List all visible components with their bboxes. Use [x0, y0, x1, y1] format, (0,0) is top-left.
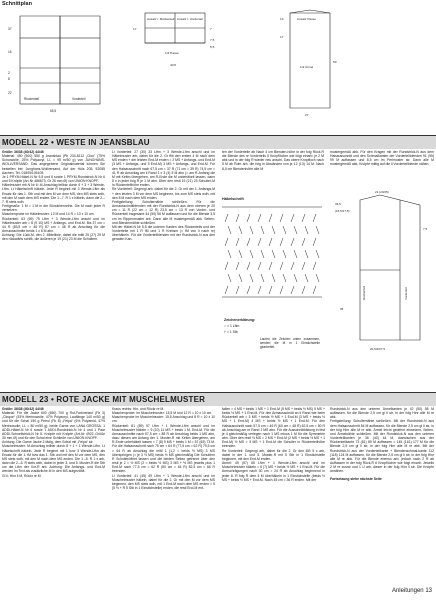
- chart-stitch-mark: [302, 214, 305, 222]
- legend-item-stb: [224, 330, 238, 334]
- chart-stitch-mark: [294, 226, 297, 234]
- right-num-2: 27: [305, 113, 309, 117]
- chart-stitch-mark: [316, 226, 319, 234]
- right-num-3: 17: [280, 35, 284, 39]
- model22-vest-diagram: [335, 190, 435, 355]
- model22-col2-p0: Li Vorderteil: 27 (30) 33 Lftm + 3 Wende-Lftm anschl und im Häkelmuster arb, dabei für die 2. Gr ffiit den ersten 4 M nach dem MS enden + der letzten End-M enden = 2 MS + Anfangs- und End-M (3 MS + Anfangs- und 5 End-M) 3 MS + Anfangs- und End-M. Für den Halsausschnitt nach 67,5 cm = 37 R (71 cm = 39 R) 74,5 cm = 41 R ab Anschlag am li Rand 1 x 3 (4) 5 M abn (= am R-Anfang die M mit Kettm übergehen, am R-Ende die M unbehäkelt lassen, dann 5 x in jeder folg R je 1 M abn. Über den restl 19 (21) 23 Schulter-M in Rückenteilhöhe enden.: [112, 150, 216, 188]
- left-label-rueckenteil: Rückenteil: [24, 97, 39, 101]
- model22-col4: [330, 150, 434, 167]
- model23-col3-p0: fallen = 4 MS + beids 1 MS + 1 End-M (5 MS + beids ½ MS) 5 MS + beids ½ MS + 1 End-M. Für den Armausschnitt an li Rand wie beim Rückenteil arb = 3 MS + beids ½ MS + 1 End-M (3 MS + beids ½ MS + 1 End-M) 4 MS + beids ½ MS + 1 End-M. Für den Halsausschnitt nach 57,5 cm = 46 R (60 cm = 48 R) 62,5 cm = 50 R ab Anschlag am re Rand 1 MS abn. Für die Ausschnittbildung in fest je 4 gleichmäßig verlegen nach 1 MS minus 1 M für die Symmetrie abn. Über den restl ½ MS = 2 MS + End-M (2 MS + beids ½ MS + 1 End-M) ½ MS = 3 MS + 1 End-M die Schulter in Rückenteilhöhe beenden.: [222, 407, 325, 449]
- chart-stitch-mark: [269, 286, 272, 294]
- chart-stitch-mark: [258, 238, 261, 246]
- model23-col4: [330, 407, 434, 481]
- chart-stitch-mark: [294, 250, 297, 258]
- model23-col2-p3: Rückenteil: 81 (89) 97 Lftm + 1 Wende-Lftm anschl und im Muschelmuster häkeln = 9 (10) 11 MS + beids 1 M. End-M. Für die Armausschnitte nach 57,5 cm = 88 R ab Anschlag beids 1 MS abn, dazu diesen am Anfang der 1. Muster-R mit Kettm übergehen, am R-Ende unbehäkelt lassen = 7 (8) 9 MS + beids 1 M = 57 (65) 73 M. Für die Halsausschnitt nach 75 cm = 64 R (77,5 cm = 62 R) 79,5 cm = 64 R ab Anschlag die mittl 1 (1,2 = beids ½ MS) 3 MS überspringen (= je 3 ½ MS) beids ½ MS gleichmäßig Die Schultern R Schulteröffnet lassen und die beiden Seiten getrennt über den restl je 2 = ½ MS (2 = beids ½ MS) 3 MS + ½ MS jeweils plus 1 End-M nach 77,5 cm = 62 R (80 cm = 64 R) 82,5 cm = 66 R beenden.: [112, 423, 215, 474]
- chart-stitch-mark: [272, 226, 275, 234]
- chart-stitch-mark: [258, 286, 261, 294]
- model23-col1: [2, 407, 105, 478]
- chart-stitch-mark: [313, 214, 316, 222]
- schnittplan-title: Schnittplan: [2, 1, 32, 7]
- chart-stitch-mark: [316, 274, 319, 282]
- chart-stitch-mark: [225, 238, 228, 246]
- chart-stitch-mark: [313, 238, 316, 246]
- vest-num-4: 20,5/22/7,5: [370, 347, 386, 351]
- chart-stitch-mark: [236, 214, 239, 222]
- chart-stitch-mark: [225, 214, 228, 222]
- vest-num-1: (15,5/17,5): [335, 209, 350, 213]
- model22-col1: [2, 150, 105, 241]
- vest-label-1: Vorderteil: [404, 287, 408, 300]
- chart-stitch-mark: [239, 274, 242, 282]
- chart-stitch-mark: [236, 286, 239, 294]
- legend-stb-text: = 1 Stb: [226, 330, 238, 334]
- chart-stitch-mark: [261, 274, 264, 282]
- chart-stitch-mark: [291, 286, 294, 294]
- chart-stitch-mark: [316, 250, 319, 258]
- chart-stitch-mark: [291, 262, 294, 270]
- model22-col1-p3: Häkelmuster mit N Nr 6: M-Anschlag teilbar durch 6 + 3 + 3 Wende-Lftm. Lt Häkelschrift häkeln. Jede R beginnt mit 3 Wende-Lftm als Ersatz für das 1. Stb und mit den M vor dem MS, den MS stets wdh, mit den M nach dem MS enden. Die 1.–7. R 1 x häkeln, dann die 2.–7. R stets wdh.: [2, 183, 105, 204]
- chart-stitch-mark: [280, 286, 283, 294]
- chart-stitch-mark: [283, 274, 286, 282]
- model23-col2-p1: Maschenprobe: im Muschelmuster: 15,5 M und 12 R = 10 x 10 cm.: [112, 411, 213, 416]
- model22-header: [0, 135, 436, 149]
- chart-stitch-mark: [302, 262, 305, 270]
- chart-stitch-mark: [250, 250, 253, 258]
- middle-num-4: 5,5: [210, 45, 215, 49]
- vest-num-3: 7,5: [423, 227, 428, 231]
- legend-title: Zeichenerklärung:: [224, 318, 256, 322]
- middle-num-1: 7: [210, 27, 212, 31]
- middle-num-2: 7,5: [210, 38, 215, 42]
- chart-stitch-mark: [258, 262, 261, 270]
- middle-num-3: 40,5: [170, 63, 177, 67]
- chart-stitch-mark: [261, 250, 264, 258]
- chart-stitch-mark: [291, 214, 294, 222]
- model23-col1-p4: Gl li: Hinr li M, Rückr re M.: [2, 473, 42, 478]
- chart-stitch-mark: [225, 286, 228, 294]
- left-num-5: 65,5: [50, 109, 57, 113]
- left-num-2: 2: [8, 71, 10, 75]
- chart-stitch-mark: [225, 262, 228, 270]
- model23-col2-p4: Li Vorderteil: 41 (45) 49 Lftm + 1 Wende-Lftm anschl und im Muschelmuster häkeln, dabei für die 2. Gr mit den M vor dem MS beginnen, den MS stets wdh, mit 1 End-M nach dem MS enden = 5 (5 ½ + R 5 Stb in 1 Einstichstelle) enden, die restl End-M ent-: [112, 473, 215, 490]
- chart-stitch-mark: [302, 238, 305, 246]
- left-num-1: 16: [8, 50, 12, 54]
- model22-col2-p3: Mit der Häkel-N Nr 5,5 die unteren Kanten des Rückenteils und der Vorderteile mit 1 R fM und 1 R Krebsm (= fM von li nach re) überhäkeln. Für die Vorderteilblenden mit der Rundstrick-N aus den geraden Kan-: [112, 224, 215, 242]
- right-label-1: 1/2 Ärmel: [300, 65, 314, 69]
- chart-stitch-mark: [280, 214, 283, 222]
- chart-stitch-mark: [305, 274, 308, 282]
- legend-note: Laufen die Zeichen unten zusammen, werden die M in 1 Einstichstelle gearbeitet.: [260, 337, 320, 350]
- model23-col3: [222, 407, 325, 482]
- right-num-0: 13: [280, 17, 284, 21]
- model23-col2-p0: Kraus rechts: Hin- und Rückr re M.: [112, 407, 165, 411]
- chart-stitch-mark: [302, 286, 305, 294]
- model23-col2-p2: Maschenprobe im Muschelmuster: 15,5 Anschlag und 8 R = 10 x 10 cm.: [112, 415, 215, 424]
- chart-stitch-mark: [261, 226, 264, 234]
- middle-label-1: Ansatz l. Vorderteil: [177, 17, 203, 21]
- model22-col2-p2: Fertigstellung: Schulternähte schließen. Für die Armausschnittblenden mit der Rundstrick-N aus dem oberen je 20 cm = 11 R (22 cm = 12 R) 23,5 cm = 13 R von Vorder- und Rückenteil insgesamt 44 (50) 56 M auffassen und für die Blende 3,5 cm im Rippenmuster arb. Dann alle M mustergemäß abk. Seiten- und Blendennähte schließen.: [112, 199, 215, 225]
- left-label-vorderteil: Vorderteil: [72, 97, 86, 101]
- chart-stitch-mark: [272, 274, 275, 282]
- chart-stitch-mark: [305, 250, 308, 258]
- chart-stitch-mark: [269, 214, 272, 222]
- model23-col4-p0: Rundstrick-N aus den unteren Ärmelkanten je 42 (50) 58 M auffassen, für die Blende 2,5 cm gl li str, in der folg Hinr alle M re abk.: [330, 407, 434, 420]
- model23-col4-p2: Fortsetzung siehe nächste Seite: [330, 476, 382, 481]
- schnittplan-left-diagram: [0, 8, 110, 123]
- chart-stitch-mark: [250, 274, 253, 282]
- model22-col2: [112, 150, 215, 241]
- chart-stitch-mark: [236, 262, 239, 270]
- model23-col1-p2: Achtung: Die Garne Jacke 2-fädig, dem Schal mit „Felpa“ str.: [2, 440, 94, 445]
- model22-col4-p0: mustergemäß abk. Für den Kragen mit der Rundstrick-N aus dem Halsausschnitt und den Schmalkanten der Vorderteilblenden 91 (95) 99 M auffassen und 8,5 cm im Perlmuster str. Dann alle M mustergemäß abk. Knöpfe mittig auf die li Vorderteilblende nähen.: [330, 150, 434, 167]
- model23-col1-p1: Material: Für die Jacke 600 (650) 700 g Rot-Farbverlauf (Fb 3) „Cinque“ (53% Merinowolle, 47% Polyacryl, Lauflänge 140 m/50 g) und für die Schal 150 g Petrol (Fb 8) „Felpa“ (6% Polyamid, 47% Merinowolle, LL = 80 m/50 g); beide Garne von LANA GROSSA. 1 ADDI-Häkel-N Nr 6 sowie 1 ADDI-Rundstrick-N Nr 4 und 1 Paar ADDI-Schnellstrick-N Nr 5. Knöpfe mit Knöpfe (Art-Nr 4922..Größe 30 mm Ø) und für den Schal eine Schließe von UNION KNOPF.: [2, 411, 105, 441]
- model23-col3-p1: Re Vorderteil: Gegengl arb, dabei für die 2. Gr den MS 5 x arb, dabei in der 1. und 5. Muster-R mit 5 Stb in 1 Einstichstelle beginnen, mit den End-M enden.: [222, 448, 325, 461]
- chart-stitch-mark: [272, 250, 275, 258]
- chart-stitch-mark: [239, 226, 242, 234]
- right-num-1: 50: [333, 60, 337, 64]
- model22-col1-p7: Achtung: Die Lück-M, den 2. Mittellinie, dabei die mittl 25 (27) 29 M den rückwärts schlfk, die äußeren je 19 (21) 23 M die Schultern.: [2, 233, 105, 242]
- vest-label-0: Rückenteil: [362, 285, 366, 300]
- middle-label-2: 1/2 Passe: [165, 51, 179, 55]
- chart-stitch-mark: [250, 226, 253, 234]
- chart-stitch-mark: [247, 214, 250, 222]
- chart-stitch-mark: [247, 238, 250, 246]
- chart-stitch-mark: [269, 238, 272, 246]
- model22-col3: [222, 150, 324, 171]
- model23-col4-p1: Fertigstellung: Schulternähte schließen. Mit der Rundstrick-N aus dem Halsausschnitt 54 M auffassen, für die Blende 2,5 cm gl li str, in der folg Hinr alle M re abk. Ärmel leicht gedehnt einsetzen, Seiten- und Ärmelnähte schließen. Mit der Rundstrick-N aus den unteren Vorderteilkanten je 36 (40) 44 M, dazwischen aus der Rückenteilkante 73 (81) 89 M auffassen = 145 (161) 177 M für die Blende 2,5 cm gl li str, in der folg Hinr alle M re abk. Mit der Rundstrick-N aus der Vorderteilkante + Blendenschmal-kante 112 (118) 124 M auffassen, für die Blende 2,5 cm gl li str, in der folg Hinr alle M re abk. Für die Blende ebenso arb, jedoch nach 2 R ab Auffassen in der folg Rück-R 6 Knopflöcher wie folgt einarb: Jeweils 2 M re zusstr und 1 U arb, dieser in der folg Hinr li str. Die Knöpfe annähen.: [330, 419, 434, 474]
- model22-col3-p0: ten der Vorderteile ab Nach 4 cm Blenden-höhe in der folg Rück-R die Blende des re Vorderteils 5 Knopflöcher wie folgt einarb: je 2 M abk und in der folg R wieder neu anschl. Das obere Knopfloch nach 5 M ab Rdm arb, die folg in Abständen von je 12 (13) 14 M. Nach 8,5 cm Blendenhöhe alle M: [222, 150, 324, 171]
- left-num-0: 37: [8, 27, 12, 31]
- schnittplan-right-diagram: [275, 8, 350, 123]
- hakelschrift-chart: [222, 202, 322, 312]
- chart-stitch-mark: [280, 262, 283, 270]
- chart-stitch-mark: [291, 238, 294, 246]
- stb-icon: †: [224, 330, 226, 334]
- page-footer: Anleitungen 13: [391, 588, 432, 594]
- lftm-icon: ○: [224, 324, 227, 328]
- legend-item-lftm: [224, 324, 239, 328]
- vest-num-0: 33,5: [335, 202, 341, 206]
- chart-stitch-mark: [247, 286, 250, 294]
- chart-stitch-mark: [247, 262, 250, 270]
- chart-stitch-mark: [313, 262, 316, 270]
- model22-col1-p5: Maschenprobe im Häkelmuster: 12 M und 14 R = 10 x 10 cm.: [2, 212, 95, 217]
- hakelschrift-title: Häkelschrift: [222, 197, 244, 201]
- model22-header-text: MODELL 22 • WESTE IN JEANSBLAU: [2, 138, 150, 147]
- chart-stitch-mark: [294, 274, 297, 282]
- model22-col1-p4: Fertigmaße: 1 M = 1 M in der Bündchenreihe. Die M nach jeder R versetzen.: [2, 204, 105, 213]
- model23-header-text: MODELL 23 • ROTE JACKE MIT MUSCHELMUSTER: [2, 395, 206, 404]
- chart-stitch-mark: [239, 250, 242, 258]
- schnittplan-middle-diagram: [130, 8, 250, 83]
- left-num-4: 22: [8, 91, 12, 95]
- model22-col2-p1: Re Vorderteil: Gegengl arb, dabei für die 2. Gr mit der 1. Anfangs-M + den letzten 3 M vor dem MS beginnen, bis zum MS stets wdh, mit den 8 M nach dem MS enden.: [112, 187, 215, 200]
- chart-stitch-mark: [258, 214, 261, 222]
- model22-col1-p6: Rückenteil: 63 (69) 75 Lftm + 3 Wende-Lftm anschl und im Häkelmuster arb = 8 (9 10) MS + Anfangs- und End-M. Bis 37 cm = 44 R (83,5 cm = 46 R) 87 cm = 48 R ab Anschlag für die Armausschnitte beids 1 x 6 M abn.: [2, 216, 105, 233]
- chart-stitch-mark: [283, 226, 286, 234]
- chart-stitch-mark: [228, 274, 231, 282]
- chart-stitch-mark: [228, 226, 231, 234]
- model22-col1-p1: Material: 450 (500) 550 g Jeansblau (Pb 234-8112 „Clou“ (75% Schurwolle, 25% Polyacryl, LL = 95 m/50 g) von JUNGHANS-WOLLVERSAND. Das angegebene Originalmaterial können Sie bestellen bei: Junghans-Wollversand, Auf der Hüls 205, 52055 Aachen, Tel. 01805/105105.: [2, 154, 105, 175]
- chart-stitch-mark: [313, 286, 316, 294]
- model23-header: [0, 392, 436, 406]
- model22-col1-p0: Größe: 36/38 (40/42) 44/46: [2, 150, 44, 154]
- model22-col1-p2: Je 1 PRYM-Häkel-N Nr 5,5 und 6 sowie 1 PRYM-Rundstrick-N Nr 6 und 5 Knöpfe (Art-Nr 486673, Gr 26 mm Ø) von UNION KNOPF.: [2, 174, 105, 184]
- model23-col1-p0: Größe: 36/38 (40/42) 44/46: [2, 407, 44, 411]
- right-label-0: Ansatz Passe: [297, 17, 316, 21]
- chart-stitch-mark: [305, 226, 308, 234]
- chart-stitch-mark: [280, 238, 283, 246]
- chart-stitch-mark: [228, 250, 231, 258]
- model23-col2: [112, 407, 215, 490]
- model23-col1-p3: Muschelmuster: M-Anschlag teilbar durch 8 + 1 + 1 Wende-Lftm. Lt Häkelschrift häkeln. Jede R beginnt mit 1 bzw 3 Wende-Lftm als Ersatz für die 1. fM bzw das 1. Stb und mit den M vor dem MS, den MS stets wdh, mit den M nach dem MS enden. Die 1.–5. R 1 x arb, dann die 2.–5. R stets wdh, dabei in jeder 3. und 5. Muster-R die Stb um die Lftm der Vor-R arb. Achtung: Die Anfangs- und End-M werden im Text als zusätzliche M in den MS aufgezählt.: [2, 444, 105, 474]
- model23-col3-p2: Ärmel: 49 (57) 65 Lftm + 1 Wende-Lftm anschl und im Muschelmuster häkeln = 6 (7) MS + beids ½ MS + 1 End-M. Für die Armschrägungen nach 30 cm = 24 R ab Anschlag beginnend in jeder 8. R folg R dem 5 M überhäkeln in 1 Einstichstelle (beids ½ MS + beids ½ MS + End-M. Nach 45 cm = 36 R enden. Mit der: [222, 461, 325, 482]
- vest-num-5: 35: [340, 307, 344, 311]
- left-num-3: 8: [8, 77, 10, 81]
- chart-stitch-mark: [236, 238, 239, 246]
- vest-num-2: 21 (23/25): [375, 190, 389, 194]
- middle-num-0: 17: [133, 27, 137, 31]
- chart-stitch-mark: [283, 250, 286, 258]
- middle-label-0: Ansatz r. Rückenteil: [147, 17, 175, 21]
- legend-lftm-text: = 1 Lftm: [227, 324, 240, 328]
- chart-stitch-mark: [269, 262, 272, 270]
